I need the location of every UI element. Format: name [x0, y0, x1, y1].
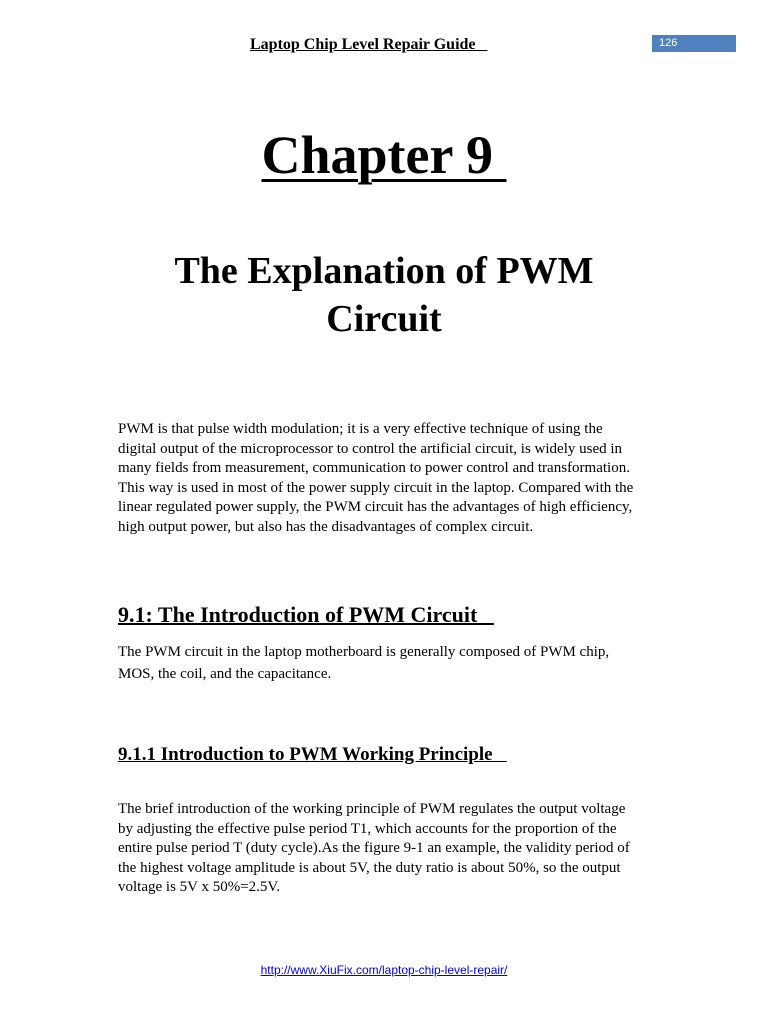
- subsection-paragraph: The brief introduction of the working principle of PWM regulates the output voltage by adjusting the effective pulse period T1, which accounts for the proportion of the entire pulse period T (duty cycle).As the figure 9-1 an example, the validity period of the highest voltage amplitude is about 5V, the duty ratio is about 50%, so the output voltage is 5V x 50%=2.5V.: [118, 801, 630, 896]
- subsection-heading: 9.1.1 Introduction to PWM Working Principle: [118, 744, 507, 765]
- chapter-subtitle-line-2: Circuit: [326, 298, 442, 340]
- section-heading: 9.1: The Introduction of PWM Circuit: [118, 602, 494, 627]
- page-number-badge: 126: [652, 35, 736, 52]
- section-paragraph: The PWM circuit in the laptop motherboard is generally composed of PWM chip, MOS, the coil, and the capacitance.: [118, 644, 610, 682]
- footer-url-link[interactable]: http://www.XiuFix.com/laptop-chip-level-repair/: [260, 963, 508, 977]
- chapter-subtitle: [0, 247, 768, 343]
- chapter-title-text: Chapter 9: [261, 125, 507, 185]
- chapter-subtitle-line-1: The Explanation of PWM: [174, 250, 594, 292]
- chapter-title: [0, 122, 768, 188]
- intro-paragraph: PWM is that pulse width modulation; it is a very effective technique of using the digital output of the microprocessor to control the artificial circuit, is widely used in many fields from measurement, communication to power control and transformation. This way is used in most of the power supply circuit in the laptop. Compared with the linear regulated power supply, the PWM circuit has the advantages of high efficiency, high output power, but also has the disadvantages of complex circuit.: [118, 421, 634, 535]
- running-header-title: Laptop Chip Level Repair Guide: [250, 36, 488, 53]
